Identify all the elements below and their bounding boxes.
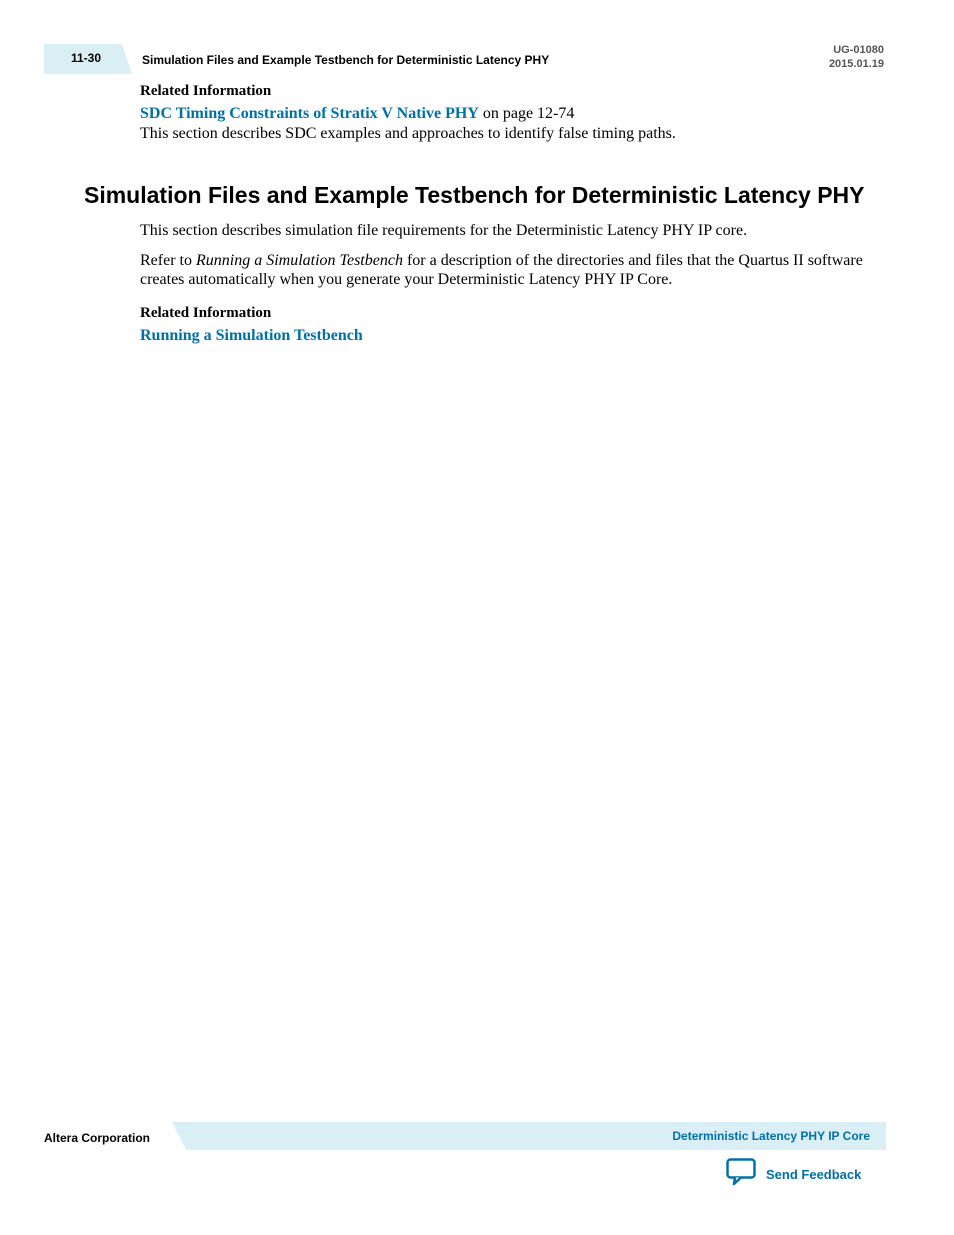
running-header-title: Simulation Files and Example Testbench for Deterministic Latency PHY bbox=[142, 53, 550, 67]
section-body bbox=[140, 221, 880, 289]
section-title: Simulation Files and Example Testbench for Deterministic Latency PHY bbox=[84, 182, 865, 208]
paragraph-1: This section describes simulation file requirements for the Deterministic Latency PHY IP core. bbox=[140, 222, 748, 239]
para2-prefix: Refer to bbox=[140, 252, 196, 269]
related-info-block-1 bbox=[140, 83, 880, 143]
send-feedback-label[interactable]: Send Feedback bbox=[766, 1167, 862, 1182]
footer-company: Altera Corporation bbox=[44, 1131, 151, 1145]
related-description: This section describes SDC examples and approaches to identify false timing paths. bbox=[140, 125, 676, 142]
link-page-ref: on page 12-74 bbox=[478, 105, 575, 122]
send-feedback-button[interactable] bbox=[726, 1158, 861, 1191]
document-id bbox=[829, 43, 884, 71]
paragraph-2 bbox=[140, 251, 880, 289]
page-number: 11-30 bbox=[71, 51, 102, 65]
running-simulation-testbench-link[interactable]: Running a Simulation Testbench bbox=[140, 327, 363, 344]
doc-number: UG-01080 bbox=[833, 44, 884, 56]
sdc-timing-link[interactable]: SDC Timing Constraints of Stratix V Native PHY bbox=[140, 105, 479, 122]
related-info-block-2 bbox=[140, 305, 880, 345]
related-info-label: Related Information bbox=[140, 305, 272, 321]
related-info-label: Related Information bbox=[140, 83, 272, 99]
doc-date: 2015.01.19 bbox=[828, 58, 884, 70]
related-link-line bbox=[140, 326, 880, 345]
related-link-line bbox=[140, 104, 880, 123]
speech-bubble-icon bbox=[726, 1158, 756, 1191]
para2-suffix: for a description of the directories and files that the Quartus II software creates automatically when you generate your Deterministic Latency PHY IP Core. bbox=[140, 252, 863, 288]
footer-core-name[interactable]: Deterministic Latency PHY IP Core bbox=[672, 1129, 870, 1143]
para2-italic-ref: Running a Simulation Testbench bbox=[195, 252, 403, 269]
